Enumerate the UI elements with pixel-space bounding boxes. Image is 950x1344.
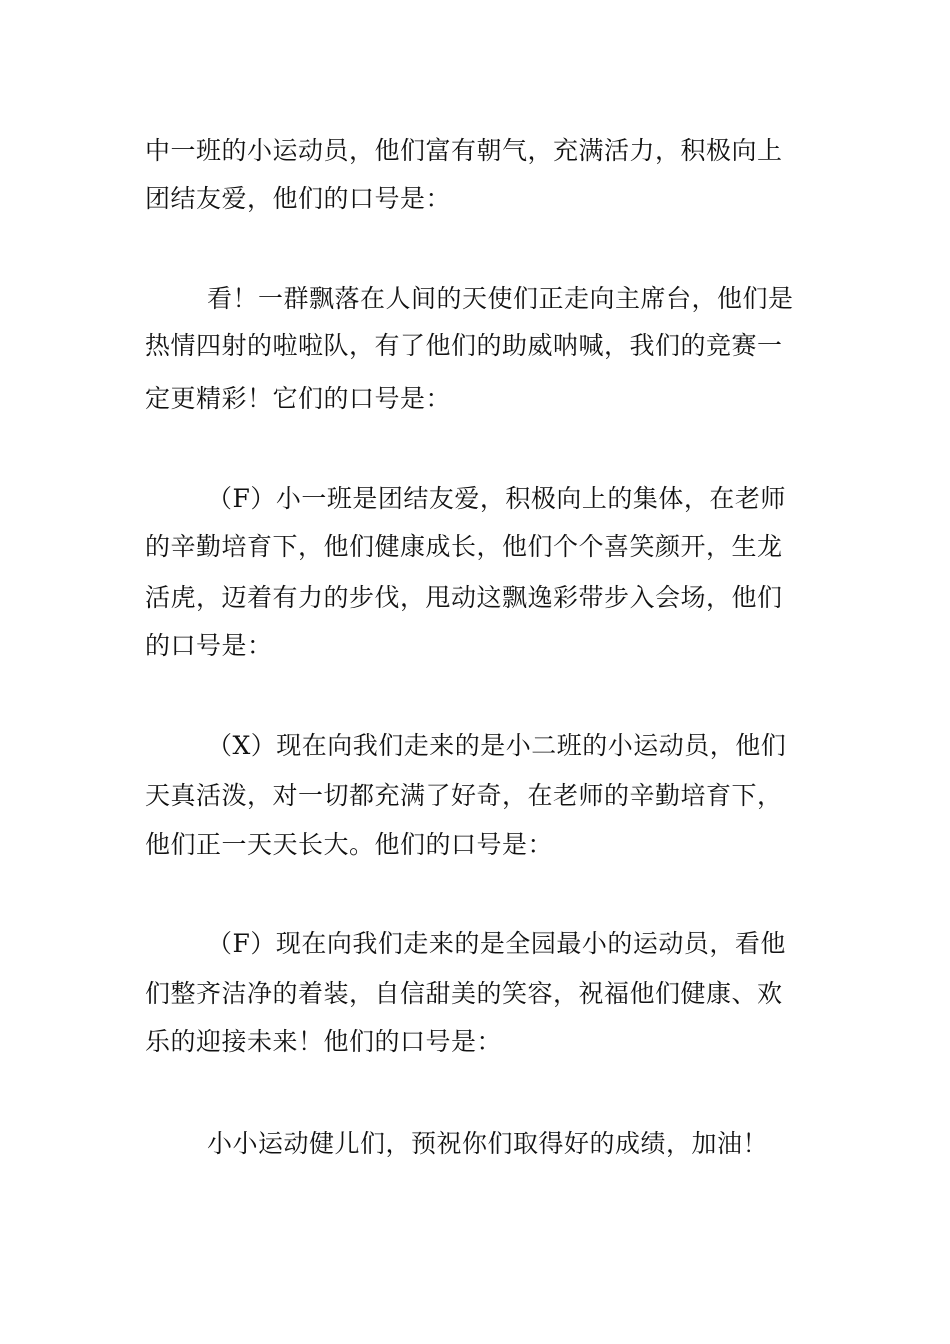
paragraph-5-line-1: （F）现在向我们走来的是全园最小的运动员，看他 (207, 929, 786, 958)
paragraph-2-line-1: 看！一群飘落在人间的天使们正走向主席台，他们是 (207, 284, 794, 313)
paragraph-4-line-1: （X）现在向我们走来的是小二班的小运动员，他们 (207, 731, 787, 760)
paragraph-2-line-3: 定更精彩！它们的口号是： (145, 384, 452, 413)
paragraph-1-line-2: 团结友爱，他们的口号是： (145, 184, 452, 213)
paragraph-5-line-2: 们整齐洁净的着装，自信甜美的笑容，祝福他们健康、欢 (145, 979, 783, 1008)
paragraph-4-line-2: 天真活泼，对一切都充满了好奇，在老师的辛勤培育下， (145, 781, 783, 810)
paragraph-2-line-2: 热情四射的啦啦队，有了他们的助威呐喊，我们的竞赛一 (145, 331, 783, 360)
paragraph-1-line-1: 中一班的小运动员，他们富有朝气，充满活力，积极向上 (145, 136, 783, 165)
paragraph-3-line-1: （F）小一班是团结友爱，积极向上的集体，在老师 (207, 484, 786, 513)
paragraph-5-line-3: 乐的迎接未来！他们的口号是： (145, 1027, 503, 1056)
paragraph-3-line-2: 的辛勤培育下，他们健康成长，他们个个喜笑颜开，生龙 (145, 532, 783, 561)
paragraph-4-line-3: 他们正一天天长大。他们的口号是： (145, 830, 554, 859)
closing-line: 小小运动健儿们，预祝你们取得好的成绩，加油！ (207, 1129, 769, 1158)
paragraph-3-line-4: 的口号是： (145, 631, 273, 660)
paragraph-3-line-3: 活虎，迈着有力的步伐，甩动这飘逸彩带步入会场，他们 (145, 583, 783, 612)
